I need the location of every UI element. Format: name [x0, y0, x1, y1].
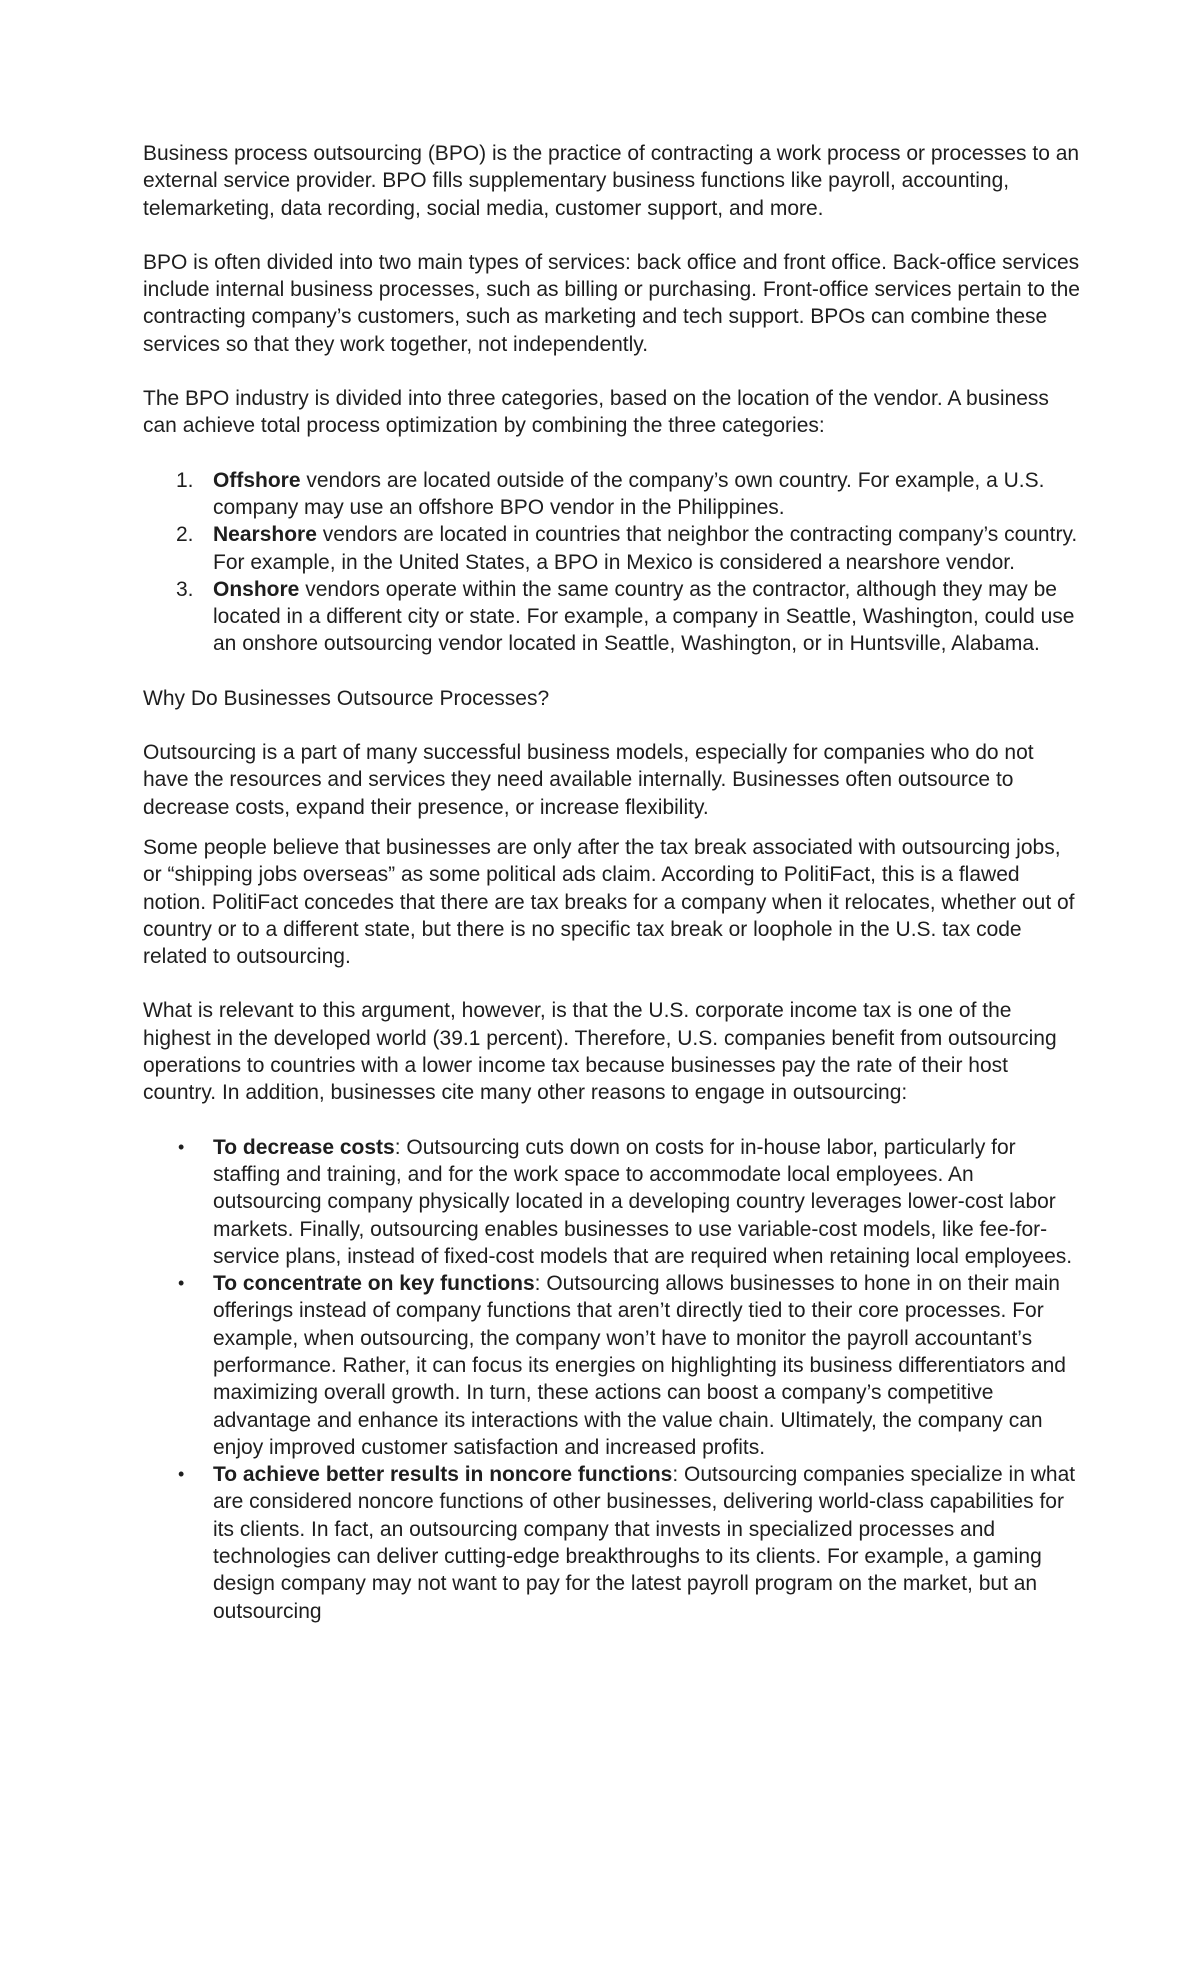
list-text: vendors are located outside of the company’s own country. For example, a U.S. company may use an offshore BPO vendor in the Philippines. [213, 468, 1045, 519]
list-text: vendors operate within the same country as the contractor, although they may be located in a different city or state. For example, a company in Seattle, Washington, could use an onshore outsourcing vendor located in Seattle, Washington, or in Huntsville, Alabama. [213, 577, 1075, 656]
list-text: : Outsourcing cuts down on costs for in-house labor, particularly for staffing and training, and for the work space to accommodate local employees. An outsourcing company physically located in a developing country leverages lower-cost labor markets. Finally, outsourcing enables businesses to use variable-cost models, like fee-for-service plans, instead of fixed-cost models that are required when retaining local employees. [213, 1135, 1073, 1268]
section-heading: Why Do Businesses Outsource Processes? [143, 686, 550, 710]
bullet-icon: • [178, 1136, 185, 1157]
categories-list [143, 467, 1083, 658]
list-term: To concentrate on key functions [213, 1272, 535, 1296]
list-text: : Outsourcing companies specialize in what are considered noncore functions of other businesses, delivering world-class capabilities for its clients. In fact, an outsourcing company that invests in specialized processes and technologies can deliver cutting-edge breakthroughs to its clients. For example, a gaming design company may not want to pay for the latest payroll program on the market, but an outsourcing [213, 1463, 1076, 1623]
list-item [178, 1461, 1083, 1625]
list-item [176, 521, 1083, 576]
intro-paragraph: Business process outsourcing (BPO) is the practice of contracting a work process or processes to an external service provider. BPO fills supplementary business functions like payroll, accounting, telemarketing, data recording, social media, customer support, and more. [143, 142, 1080, 220]
list-term: To achieve better results in noncore functions [213, 1463, 673, 1487]
categories-intro-paragraph: The BPO industry is divided into three categories, based on the location of the vendor. A business can achieve total process optimization by combining the three categories: [143, 387, 1049, 438]
tax-break-paragraph: Some people believe that businesses are only after the tax break associated with outsourcing jobs, or “shipping jobs overseas” as some political ads claim. According to PolitiFact, this is a flawed notion. PolitiFact concedes that there are tax breaks for a company when it relocates, whether out of country or to a different state, but there is no specific tax break or loophole in the U.S. tax code related to outsourcing. [143, 835, 1075, 969]
outsourcing-models-paragraph: Outsourcing is a part of many successful business models, especially for companies who do not have the resources and services they need available internally. Businesses often outsource to decrease costs, expand their presence, or increase flexibility. [143, 741, 1034, 819]
list-item [178, 1134, 1083, 1270]
list-text: : Outsourcing allows businesses to hone in on their main offerings instead of company functions that aren’t directly tied to their core processes. For example, when outsourcing, the company won’t have to monitor the payroll accountant’s performance. Rather, it can focus its energies on highlighting its business differentiators and maximizing overall growth. In turn, these actions can boost a company’s competitive advantage and enhance its interactions with the value chain. Ultimately, the company can enjoy improved customer satisfaction and increased profits. [213, 1272, 1066, 1459]
list-number: 3. [176, 577, 194, 601]
list-number: 1. [176, 468, 194, 492]
list-text: vendors are located in countries that neighbor the contracting company’s country. For example, in the United States, a BPO in Mexico is considered a nearshore vendor. [213, 523, 1078, 574]
list-item [176, 576, 1083, 658]
list-term: Offshore [213, 468, 301, 492]
service-types-paragraph: BPO is often divided into two main types of services: back office and front office. Back-office services include internal business processes, such as billing or purchasing. Front-office services pertain to the contracting company’s customers, such as marketing and tech support. BPOs can combine these services so that they work together, not independently. [143, 250, 1080, 356]
list-term: Nearshore [213, 523, 317, 547]
bullet-icon: • [178, 1273, 185, 1294]
reasons-list [143, 1134, 1083, 1625]
list-number: 2. [176, 523, 194, 547]
list-item [176, 467, 1083, 522]
bullet-icon: • [178, 1464, 185, 1485]
list-term: Onshore [213, 577, 300, 601]
list-term: To decrease costs [213, 1135, 395, 1159]
list-item [178, 1270, 1083, 1461]
document-page [143, 140, 1083, 1652]
corporate-tax-paragraph: What is relevant to this argument, however, is that the U.S. corporate income tax is one of the highest in the developed world (39.1 percent). Therefore, U.S. companies benefit from outsourcing operations to countries with a lower income tax because businesses pay the rate of their host country. In addition, businesses cite many other reasons to engage in outsourcing: [143, 999, 1057, 1105]
